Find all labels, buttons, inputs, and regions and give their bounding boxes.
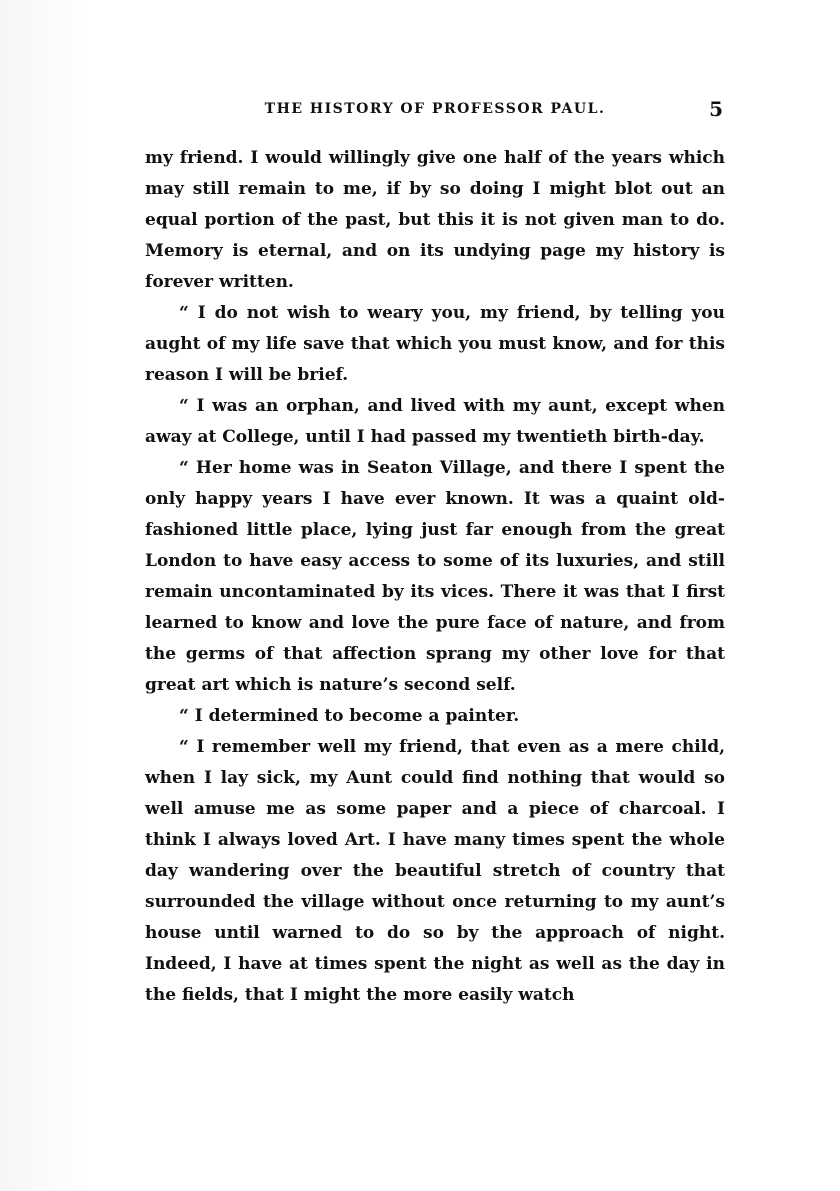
paragraph-painter: “ I determined to become a painter. (179, 706, 520, 726)
running-head (145, 97, 725, 123)
paragraph-remember: “ I remember well my friend, that even as a mere child, when I lay sick, my Aunt could find nothing that would so well amuse me as some paper and a piece of charcoal. I think I always loved Art. I have many times spent the whole day wandering over the beautiful stretch of country that surrounded the village without once returning to my aunt’s house until warned to do so by the approach of night. Indeed, I have at times spent the night as well as the day in the fields, that I might the more easily watch (145, 737, 725, 1005)
page-number: 5 (709, 97, 723, 121)
paragraph-seaton-village: “ Her home was in Seaton Village, and there I spent the only happy years I have ever known. It was a quaint old-fashioned little place, lying just far enough from the great London to have easy access to some of its luxuries, and still remain uncontaminated by its vices. There it was that I first learned to know and love the pure face of nature, and from the germs of that affection sprang my other love for that great art which is nature’s second self. (145, 458, 725, 695)
paragraph-weary: “ I do not wish to weary you, my friend, by telling you aught of my life save that which you must know, and for this reason I will be brief. (145, 303, 725, 385)
body-text (145, 143, 725, 1011)
paragraph-orphan: “ I was an orphan, and lived with my aunt, except when away at College, until I had passed my twentieth birth-day. (145, 396, 725, 447)
paragraph-continued: my friend. I would willingly give one half of the years which may still remain to me, if by so doing I might blot out an equal portion of the past, but this it is not given man to do. Memory is eternal, and on its undying page my history is forever written. (145, 148, 725, 292)
scan-shadow (0, 0, 90, 1191)
page-title: THE HISTORY OF PROFESSOR PAUL. (264, 101, 606, 117)
